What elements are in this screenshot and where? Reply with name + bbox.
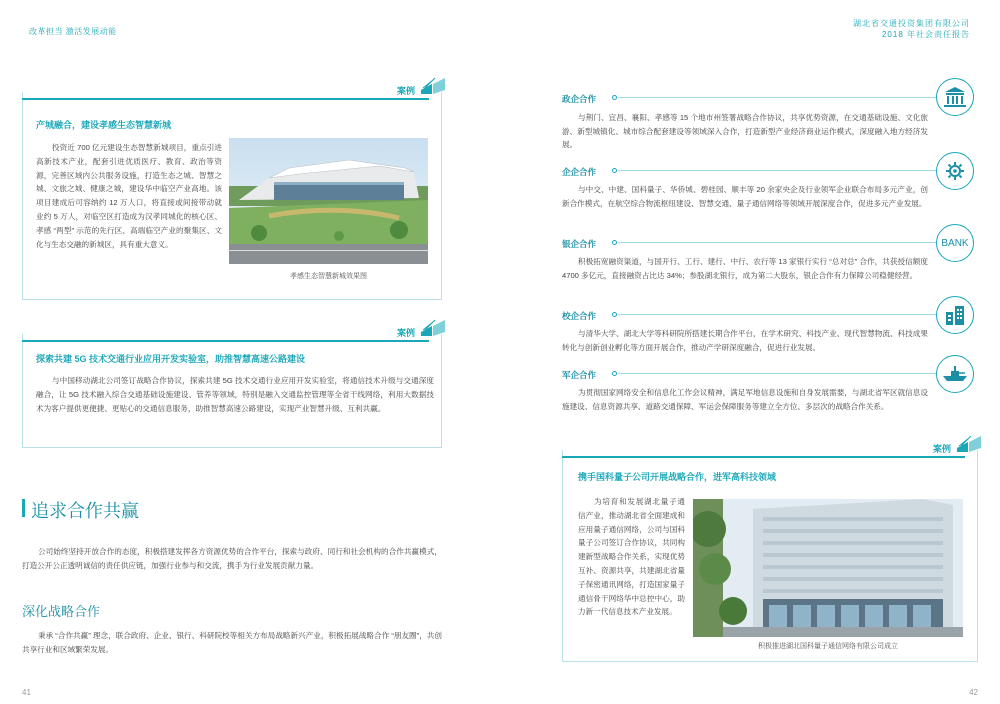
warship-icon [936, 355, 974, 393]
coop-text-school: 与清华大学、湖北大学等科研院所搭建长期合作平台，在学术研究、科技产业、现代智慧物流、科技成果转化与创新创业孵化等方面开展合作，推动产学研深度融合，促进行业发展。 [562, 329, 928, 352]
coop-title-military: 军企合作 [562, 370, 597, 380]
page-number-right: 42 [969, 688, 978, 697]
coop-divider [618, 170, 936, 171]
government-building-icon-glyph [942, 86, 968, 108]
case-tag: 案例 [396, 328, 415, 338]
case-tag: 案例 [932, 444, 951, 454]
coop-title-bank: 银企合作 [562, 239, 597, 249]
image-caption: 积极推进湖北国科量子通信网络有限公司成立 [758, 643, 898, 650]
coop-text-government: 与荆门、宜昌、襄阳、孝感等 15 个地市州签署战略合作协议，共享优势资源，在交通基础设施、文化旅游、新型城镇化、城市综合配套建设等领域深入合作，打造新型产业经济商业运作模式，深度融入地方经济发展。 [562, 113, 928, 150]
quantum-company-building-photo [693, 499, 963, 637]
coop-title-government: 政企合作 [562, 94, 597, 104]
coop-divider [618, 314, 936, 315]
building-illustration [229, 138, 428, 264]
subsection-text: 秉承 “合作共赢” 理念，联合政府、企业、银行、科研院校等相关方布局战略新兴产业，积极拓展战略合作 “朋友圈”，共创共享行业和区域繁荣发展。 [22, 631, 442, 654]
case-body: 投资近 700 亿元建设生态智慧新城项目，重点引进高新技术产业，配套引进优质医疗、教育、政治等资源，完善区域内公共服务设施，打造生态之城、智慧之城、文旅之城、健康之城，建设华中临空产业高地。该项目建成后可容纳约 12 万人口，将直接或间接带动就业约 5 万人，对临空区打造成为汉孝同城化的核心区、孝感 “两型” 示范的先行区、高端临空产业的聚集区、文化与生态交融的新城区，具有重大意义。 [36, 143, 222, 249]
case-title: 探索共建 5G 技术交通行业应用开发实验室，助推智慧高速公路建设 [36, 354, 306, 364]
coop-dot [612, 168, 617, 173]
gear-network-icon-glyph [943, 159, 967, 183]
coop-dot [612, 371, 617, 376]
coop-divider [618, 373, 936, 374]
section-title: 追求合作共赢 [31, 501, 139, 521]
office-building-illustration [693, 499, 963, 637]
coop-text-enterprise: 与中交、中建、国科量子、华侨城、碧桂园、顺丰等 20 余家央企及行业领军企业联合布局多元产业，创新合作模式，在航空综合物流枢纽建设、智慧交通、量子通信网络等领域开展深度合作，促进多元产业发展。 [562, 185, 928, 208]
case-rule [562, 456, 965, 458]
company-name: 湖北省交通投资集团有限公司 [853, 19, 970, 28]
case-rule [22, 98, 429, 100]
bank-icon-label: BANK [941, 237, 969, 249]
case-title: 携手国科量子公司开展战略合作，进军高科技领域 [578, 472, 777, 482]
case-body: 与中国移动湖北公司签订战略合作协议，探索共建 5G 技术交通行业应用开发实验室，将通信技术升级与交通深度融合，让 5G 技术融入综合交通基础设施建设、管养等领域，特别是融入交通监控管理等全省干线网络，利用大数据技术为客户提供更便捷、更贴心的交通信息服务，助推智慧高速公路建设，实现产业智慧升级、互利共赢。 [36, 376, 434, 413]
running-header-right [853, 18, 970, 40]
image-caption: 孝感生态智慧新城效果图 [290, 273, 367, 280]
open-book-icon [955, 432, 983, 454]
warship-icon-glyph [942, 364, 968, 384]
case-rule [22, 340, 429, 342]
coop-text-bank: 积极拓宽融资渠道，与国开行、工行、建行、中行、农行等 13 家银行实行 “总对总” 合作，共获授信额度 4700 多亿元，直接融资占比达 34%；参股湖北银行，成为第二大股东，银企合作有力保障公司稳健经营。 [562, 257, 928, 280]
coop-dot [612, 95, 617, 100]
government-building-icon [936, 78, 974, 116]
page-number-left: 41 [22, 688, 31, 697]
coop-divider [618, 242, 936, 243]
coop-divider [618, 97, 936, 98]
coop-title-school: 校企合作 [562, 311, 597, 321]
case-body: 为培育和发展湖北量子通信产业，推动湖北省全面建成和应用量子通信网络，公司与国科量子公司签订合作协议，共同构建新型战略合作关系，实现优势互补、资源共享，共建湖北省量子保密通讯网络，打造国家量子通信骨干网络华中总控中心，助力新一代信息技术产业发展。 [578, 497, 685, 617]
report-name: 2018 年社会责任报告 [881, 30, 970, 39]
case-tag: 案例 [396, 86, 415, 96]
campus-buildings-icon-glyph [943, 304, 967, 326]
section-title-bar [22, 499, 25, 517]
gear-network-icon [936, 152, 974, 190]
case-title: 产城融合，建设孝感生态智慧新城 [36, 120, 172, 130]
open-book-icon [419, 316, 447, 338]
coop-dot [612, 312, 617, 317]
coop-title-enterprise: 企企合作 [562, 167, 597, 177]
open-book-icon [419, 74, 447, 96]
campus-buildings-icon [936, 296, 974, 334]
running-header-left: 改革担当 激活发展动能 [29, 27, 117, 36]
bank-icon [936, 224, 974, 262]
section-intro: 公司始终坚持开放合作的态度，积极搭建发挥各方资源优势的合作平台，探索与政府、同行和社会机构的合作共赢模式，打造公开公正透明诚信的责任供应链，加强行业参与和交流，携手为行业发展贡献力量。 [22, 547, 442, 570]
subsection-title: 深化战略合作 [22, 604, 101, 619]
coop-dot [612, 240, 617, 245]
xiaogan-rendering-image [229, 138, 428, 264]
coop-text-military: 为贯彻国家网络安全和信息化工作会议精神，满足军地信息设施和自身发展需要，与湖北省军区就信息设施建设、信息资源共享、道路交通保障、军运会保障服务等建立全方位、多层次的战略合作关系。 [562, 388, 928, 411]
